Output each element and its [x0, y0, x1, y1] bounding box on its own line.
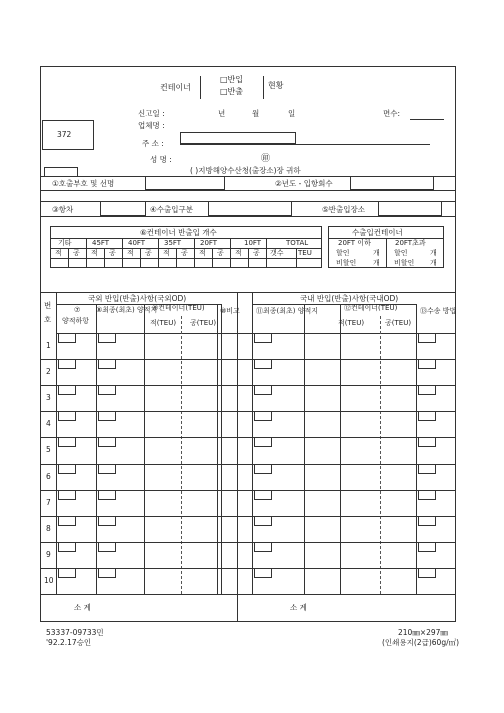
- row-number: 7: [46, 497, 51, 507]
- row-cell-input[interactable]: [58, 385, 76, 395]
- foreign-title: 국외 반입(반출)사항(국외OD): [88, 294, 187, 303]
- row-cell-input[interactable]: [98, 568, 116, 578]
- rule-4: [40, 216, 456, 217]
- table-col-line: [217, 304, 218, 594]
- row-cell-input[interactable]: [254, 437, 272, 447]
- size-10ft: 10FT: [244, 239, 262, 247]
- field-voyage: ③항차: [52, 205, 74, 214]
- export-disc-b-unit: 개: [430, 249, 437, 257]
- no-col-line: [56, 292, 57, 594]
- row-cell-input[interactable]: [418, 464, 436, 474]
- voyage-input[interactable]: [100, 201, 146, 216]
- row-cell-input[interactable]: [98, 542, 116, 552]
- footer-form-code: 53337-09733민: [46, 628, 104, 637]
- row-number: 4: [46, 419, 51, 429]
- count-sub-label: 적: [55, 249, 62, 257]
- subtotal-left: 소 계: [74, 603, 91, 612]
- count-sub-label: 적: [127, 249, 134, 257]
- row-cell-input[interactable]: [418, 437, 436, 447]
- size-35ft: 35FT: [164, 239, 182, 247]
- c12-full: 적(TEU): [338, 319, 365, 327]
- license-line[interactable]: [410, 119, 444, 120]
- count-sub-label: 공: [217, 249, 224, 257]
- field-year-count: ②년도 - 입항회수: [275, 179, 333, 188]
- row-cell-input[interactable]: [254, 464, 272, 474]
- total-sub-label: 갯수: [270, 249, 284, 257]
- table-col-line: [144, 304, 145, 594]
- row-number: 6: [46, 471, 51, 481]
- c9-label: ⑨컨테이너(TEU): [152, 304, 205, 312]
- c8-label: ⑧최종(최초) 양적지: [96, 306, 158, 314]
- count-pair-line: [176, 248, 177, 268]
- row-cell-input[interactable]: [418, 542, 436, 552]
- count-col-line: [194, 238, 195, 268]
- row-number: 9: [46, 549, 51, 559]
- export-nodisc-a: 비할인: [336, 259, 357, 267]
- export-nodisc-a-unit: 개: [373, 259, 380, 267]
- count-sub-label: 공: [181, 249, 188, 257]
- footer-size: 210㎜×297㎜: [398, 628, 448, 637]
- table-top-rule: [40, 292, 456, 293]
- count-pair-line: [212, 248, 213, 268]
- size-40ft: 40FT: [128, 239, 146, 247]
- field-place: ⑤반출입장소: [322, 205, 365, 214]
- c7-label: 양적하항: [62, 317, 90, 325]
- row-cell-input[interactable]: [254, 411, 272, 421]
- count-pair-line: [104, 248, 105, 268]
- count-sub-label: 공: [73, 249, 80, 257]
- size-45ft: 45FT: [92, 239, 110, 247]
- row-number: 5: [46, 445, 51, 455]
- row-number: 10: [44, 575, 54, 585]
- row-cell-input[interactable]: [58, 359, 76, 369]
- form-frame: [40, 66, 456, 622]
- address-field[interactable]: [180, 132, 296, 144]
- address-label: 주 소 :: [142, 139, 164, 148]
- row-cell-input[interactable]: [98, 437, 116, 447]
- count-sub-label: 적: [235, 249, 242, 257]
- place-input[interactable]: [378, 201, 442, 216]
- c12-label: ⑫컨테이너(TEU): [344, 304, 398, 312]
- count-sub-label: 적: [91, 249, 98, 257]
- c13-label: ⑬수송 방법: [420, 307, 457, 315]
- c10-label: ⑩비고: [220, 307, 240, 315]
- option-in[interactable]: □반입: [220, 75, 244, 84]
- export-col-b: 20FT초과: [395, 239, 426, 247]
- rule-2: [40, 190, 456, 191]
- export-disc-a-unit: 개: [373, 249, 380, 257]
- count-sub-label: 공: [109, 249, 116, 257]
- no-label-1: 번: [44, 301, 52, 310]
- row-cell-input[interactable]: [418, 490, 436, 500]
- footer-approval: '92.2.17승인: [46, 638, 92, 647]
- export-import-input[interactable]: [208, 201, 292, 216]
- row-cell-input[interactable]: [58, 516, 76, 526]
- row-cell-input[interactable]: [418, 568, 436, 578]
- row-cell-input[interactable]: [98, 359, 116, 369]
- row-cell-input[interactable]: [418, 359, 436, 369]
- table-col-line: [340, 304, 341, 594]
- row-cell-input[interactable]: [254, 542, 272, 552]
- row-number: 3: [46, 393, 51, 403]
- table-col-line: [416, 304, 417, 594]
- table-col-line: [221, 304, 222, 594]
- table-col-line: [304, 304, 305, 594]
- count-pair-line: [68, 248, 69, 268]
- domestic-title: 국내 반입(반출)사항(국내OD): [300, 294, 399, 303]
- row-cell-input[interactable]: [254, 385, 272, 395]
- count-col-line: [158, 238, 159, 268]
- row-cell-input[interactable]: [98, 385, 116, 395]
- mid-divider-2: [252, 292, 253, 594]
- count-rule-c: [50, 258, 322, 259]
- row-cell-input[interactable]: [58, 542, 76, 552]
- row-cell-input[interactable]: [58, 490, 76, 500]
- count-col-line: [266, 238, 267, 268]
- row-cell-input[interactable]: [418, 333, 436, 343]
- row-cell-input[interactable]: [58, 464, 76, 474]
- row-cell-input[interactable]: [98, 411, 116, 421]
- month-label: 월: [252, 109, 260, 118]
- export-title: 수출입컨테이너: [352, 228, 403, 237]
- c9-empty: 공(TEU): [190, 319, 217, 327]
- c7-num: ⑦: [74, 306, 81, 314]
- count-pair-line: [248, 248, 249, 268]
- footer-paper: (인쇄용지(2급)60g/㎡): [382, 638, 460, 647]
- count-rule-a: [50, 238, 322, 239]
- export-disc-a: 할인: [336, 249, 350, 257]
- count-title: ⑥컨테이너 반출입 개수: [140, 228, 217, 237]
- export-col-a: 20FT 이하: [338, 239, 371, 247]
- table-col-line: [380, 316, 381, 594]
- row-cell-input[interactable]: [58, 437, 76, 447]
- no-label-2: 호: [44, 315, 52, 324]
- size-total: TOTAL: [286, 239, 309, 247]
- count-sub-label: 공: [253, 249, 260, 257]
- row-cell-input[interactable]: [418, 411, 436, 421]
- license-label: 면수:: [383, 109, 401, 118]
- company-label: 업체명 :: [138, 121, 165, 130]
- row-cell-input[interactable]: [98, 490, 116, 500]
- export-nodisc-b: 비할인: [394, 259, 415, 267]
- row-cell-input[interactable]: [418, 385, 436, 395]
- form-number: 372: [57, 130, 72, 139]
- row-cell-input[interactable]: [418, 516, 436, 526]
- table-col-line: [181, 316, 182, 594]
- name-label: 성 명 :: [150, 155, 172, 164]
- count-sub-label: 적: [199, 249, 206, 257]
- row-number: 8: [46, 523, 51, 533]
- day-label: 일: [288, 109, 296, 118]
- status-label: 현황: [268, 81, 284, 90]
- count-col-line: [230, 238, 231, 268]
- row-cell-input[interactable]: [98, 333, 116, 343]
- total-sub-label: TEU: [298, 249, 312, 257]
- count-sub-label: 적: [163, 249, 170, 257]
- count-sub-label: 공: [145, 249, 152, 257]
- c9-full: 적(TEU): [150, 319, 177, 327]
- export-nodisc-b-unit: 개: [430, 259, 437, 267]
- seal-mark: ㊞: [261, 154, 271, 164]
- export-divider: [386, 238, 387, 268]
- row-cell-input[interactable]: [254, 359, 272, 369]
- size-20ft: 20FT: [200, 239, 218, 247]
- row-cell-input[interactable]: [254, 333, 272, 343]
- count-col-line: [122, 238, 123, 268]
- year-label: 년: [218, 109, 226, 118]
- field-call-sign: ①호출부호 및 선명: [52, 179, 115, 188]
- field-export-import: ④수출입구분: [150, 205, 193, 214]
- c11-label: ⑪최종(최초) 양적지: [256, 307, 319, 315]
- row-cell-input[interactable]: [58, 411, 76, 421]
- count-col-line: [86, 238, 87, 268]
- row-cell-input[interactable]: [254, 568, 272, 578]
- count-pair-line: [140, 248, 141, 268]
- total-pair-line: [296, 248, 297, 268]
- report-date-label: 신고일 :: [138, 109, 165, 118]
- size-etc: 기타: [58, 239, 72, 247]
- row-cell-input[interactable]: [58, 333, 76, 343]
- subtotal-right: 소 계: [290, 603, 307, 612]
- row-cell-input[interactable]: [98, 516, 116, 526]
- mid-divider: [237, 292, 238, 622]
- c12-empty: 공(TEU): [385, 319, 412, 327]
- row-cell-input[interactable]: [98, 464, 116, 474]
- export-disc-b: 할인: [394, 249, 408, 257]
- container-label: 컨테이너: [160, 83, 191, 92]
- office-line: ( )지방해양수산청(출장소)장 귀하: [190, 166, 301, 175]
- subtotal-rule: [40, 594, 456, 595]
- table-col-line: [96, 304, 97, 594]
- call-sign-input[interactable]: [145, 176, 225, 190]
- year-count-input[interactable]: [350, 176, 434, 190]
- row-cell-input[interactable]: [254, 516, 272, 526]
- option-out[interactable]: □반출: [220, 87, 244, 96]
- address-line: [180, 144, 430, 145]
- row-cell-input[interactable]: [58, 568, 76, 578]
- row-number: 1: [46, 341, 51, 350]
- row-cell-input[interactable]: [254, 490, 272, 500]
- row-number: 2: [46, 367, 51, 377]
